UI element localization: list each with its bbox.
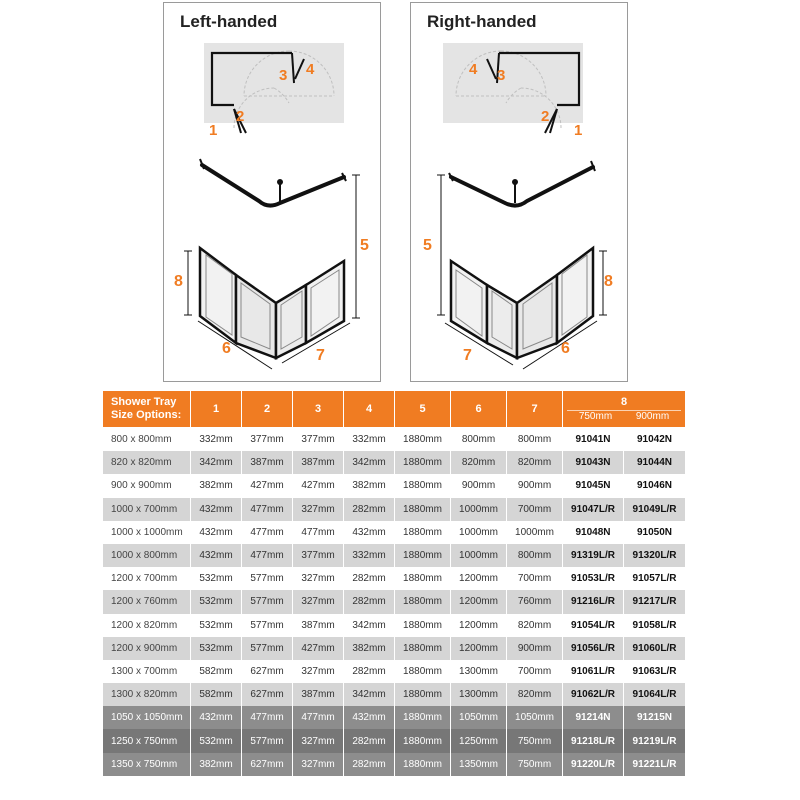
dimension-cell: 750mm [507, 729, 563, 752]
dimension-cell: 387mm [293, 683, 344, 706]
dimension-cell: 1000mm [451, 521, 507, 544]
tray-size-cell: 1350 x 750mm [103, 753, 191, 776]
header-col-8: 8 750mm 900mm [563, 391, 686, 428]
dimension-cell: 327mm [293, 660, 344, 683]
label-8: 8 [174, 273, 183, 290]
dimension-cell: 382mm [191, 474, 242, 497]
tray-size-cell: 1200 x 700mm [103, 567, 191, 590]
product-code-cell: 91056L/R [563, 637, 624, 660]
dimension-cell: 820mm [507, 614, 563, 637]
dimension-cell: 627mm [242, 660, 293, 683]
dimension-cell: 1300mm [451, 660, 507, 683]
product-code-cell: 91319L/R [563, 544, 624, 567]
dimension-cell: 532mm [191, 614, 242, 637]
product-code-cell: 91218L/R [563, 729, 624, 752]
table-row [103, 660, 686, 683]
dimension-cell: 427mm [293, 637, 344, 660]
label-3: 3 [279, 67, 288, 84]
product-code-cell: 91060L/R [624, 637, 686, 660]
dimension-cell: 1000mm [451, 498, 507, 521]
product-code-cell: 91215N [624, 706, 686, 729]
product-code-cell: 91063L/R [624, 660, 686, 683]
dimension-cell: 1880mm [395, 521, 451, 544]
shower-rail [451, 167, 593, 206]
header-750: 750mm [578, 410, 613, 422]
dimension-cell: 1050mm [507, 706, 563, 729]
table-row [103, 544, 686, 567]
label-5: 5 [360, 237, 369, 254]
tray-size-cell: 1300 x 820mm [103, 683, 191, 706]
product-code-cell: 91042N [624, 428, 686, 452]
dimension-cell: 800mm [451, 428, 507, 452]
dimension-cell: 1000mm [451, 544, 507, 567]
product-code-cell: 91050N [624, 521, 686, 544]
table-row [103, 498, 686, 521]
product-code-cell: 91046N [624, 474, 686, 497]
dimension-cell: 327mm [293, 498, 344, 521]
header-col-6: 6 [451, 391, 507, 428]
label-6: 6 [222, 340, 231, 357]
product-code-cell: 91217L/R [624, 590, 686, 613]
dimension-cell: 387mm [293, 451, 344, 474]
tray-size-cell: 1200 x 820mm [103, 614, 191, 637]
dimension-cell: 377mm [293, 428, 344, 452]
dimension-cell: 750mm [507, 753, 563, 776]
product-code-cell: 91045N [563, 474, 624, 497]
table-header-row [103, 391, 686, 428]
product-code-cell: 91064L/R [624, 683, 686, 706]
product-code-cell: 91058L/R [624, 614, 686, 637]
tray-size-cell: 1200 x 900mm [103, 637, 191, 660]
table-row [103, 567, 686, 590]
product-code-cell: 91043N [563, 451, 624, 474]
dimension-cell: 432mm [191, 544, 242, 567]
dimension-cell: 342mm [344, 451, 395, 474]
product-code-cell: 91054L/R [563, 614, 624, 637]
plan-view-bg [443, 43, 583, 123]
dimension-cell: 1200mm [451, 590, 507, 613]
product-code-cell: 91053L/R [563, 567, 624, 590]
table-row [103, 614, 686, 637]
dimension-cell: 327mm [293, 567, 344, 590]
dimension-cell: 1880mm [395, 498, 451, 521]
label-7: 7 [316, 347, 325, 364]
dimension-cell: 342mm [344, 683, 395, 706]
product-code-cell: 91041N [563, 428, 624, 452]
dimension-cell: 377mm [293, 544, 344, 567]
shower-rail [202, 165, 344, 206]
product-code-cell: 91216L/R [563, 590, 624, 613]
label-3: 3 [497, 67, 506, 84]
dimension-cell: 532mm [191, 590, 242, 613]
tray-size-cell: 800 x 800mm [103, 428, 191, 452]
header-900: 900mm [635, 410, 670, 422]
label-5: 5 [423, 237, 432, 254]
dimension-cell: 1880mm [395, 451, 451, 474]
table-row [103, 474, 686, 497]
tray-size-cell: 900 x 900mm [103, 474, 191, 497]
table-row [103, 637, 686, 660]
dimension-cell: 1250mm [451, 729, 507, 752]
tray-size-cell: 820 x 820mm [103, 451, 191, 474]
dimension-cell: 1050mm [451, 706, 507, 729]
dimension-cell: 477mm [242, 521, 293, 544]
dimension-cell: 1880mm [395, 428, 451, 452]
dimension-cell: 477mm [242, 498, 293, 521]
label-6: 6 [561, 340, 570, 357]
dimension-cell: 577mm [242, 567, 293, 590]
dimension-cell: 1880mm [395, 567, 451, 590]
table-row [103, 729, 686, 752]
dimension-cell: 282mm [344, 660, 395, 683]
dimension-cell: 900mm [507, 474, 563, 497]
dimension-cell: 427mm [293, 474, 344, 497]
dimension-cell: 477mm [242, 706, 293, 729]
left-handed-diagram [163, 2, 381, 382]
header-col-4: 4 [344, 391, 395, 428]
tray-size-cell: 1200 x 760mm [103, 590, 191, 613]
dimension-cell: 1350mm [451, 753, 507, 776]
dimension-cell: 577mm [242, 590, 293, 613]
left-handed-drawing [164, 3, 382, 383]
dimension-cell: 377mm [242, 428, 293, 452]
size-options-table [102, 390, 686, 776]
dimension-cell: 477mm [242, 544, 293, 567]
dimension-cell: 1000mm [507, 521, 563, 544]
tray-size-cell: 1000 x 800mm [103, 544, 191, 567]
header-col-7: 7 [507, 391, 563, 428]
dimension-cell: 820mm [507, 451, 563, 474]
label-4: 4 [306, 61, 315, 78]
right-handed-drawing [411, 3, 629, 383]
dimension-cell: 282mm [344, 729, 395, 752]
dimension-cell: 800mm [507, 544, 563, 567]
label-1: 1 [574, 122, 583, 139]
dimension-cell: 342mm [191, 451, 242, 474]
tray-size-cell: 1000 x 700mm [103, 498, 191, 521]
half-height-screens [451, 248, 593, 358]
dimension-cell: 342mm [344, 614, 395, 637]
dimension-cell: 1200mm [451, 637, 507, 660]
header-col-3: 3 [293, 391, 344, 428]
product-code-cell: 91320L/R [624, 544, 686, 567]
dimension-cell: 1880mm [395, 544, 451, 567]
dimension-cell: 332mm [191, 428, 242, 452]
dimension-cell: 900mm [507, 637, 563, 660]
dimension-cell: 1880mm [395, 474, 451, 497]
dimension-cell: 700mm [507, 660, 563, 683]
dimension-cell: 477mm [293, 706, 344, 729]
product-code-cell: 91047L/R [563, 498, 624, 521]
label-2: 2 [541, 108, 550, 125]
dimension-cell: 332mm [344, 544, 395, 567]
dimension-cell: 1880mm [395, 614, 451, 637]
header-col-2: 2 [242, 391, 293, 428]
dimension-cell: 382mm [344, 474, 395, 497]
right-handed-title: Right-handed [427, 12, 537, 31]
dimension-cell: 627mm [242, 753, 293, 776]
product-code-cell: 91220L/R [563, 753, 624, 776]
product-code-cell: 91061L/R [563, 660, 624, 683]
table-row [103, 428, 686, 452]
dimension-cell: 700mm [507, 567, 563, 590]
dimension-cell: 1200mm [451, 567, 507, 590]
dimension-cell: 532mm [191, 729, 242, 752]
dimension-cell: 382mm [191, 753, 242, 776]
dimension-cell: 432mm [191, 706, 242, 729]
table-row [103, 451, 686, 474]
tray-size-cell: 1250 x 750mm [103, 729, 191, 752]
dimension-cell: 477mm [293, 521, 344, 544]
dimension-cell: 1880mm [395, 729, 451, 752]
dimension-cell: 282mm [344, 498, 395, 521]
left-handed-title: Left-handed [180, 12, 278, 31]
dimension-cell: 282mm [344, 753, 395, 776]
label-4: 4 [469, 61, 478, 78]
dimension-cell: 387mm [293, 614, 344, 637]
table-row [103, 683, 686, 706]
product-code-cell: 91048N [563, 521, 624, 544]
header-size-options: Shower Tray Size Options: [103, 391, 191, 428]
dimension-cell: 820mm [507, 683, 563, 706]
dimension-cell: 327mm [293, 729, 344, 752]
label-8: 8 [604, 273, 613, 290]
dimension-cell: 282mm [344, 590, 395, 613]
dimension-cell: 1880mm [395, 590, 451, 613]
dimension-cell: 1880mm [395, 706, 451, 729]
dimension-cell: 1880mm [395, 660, 451, 683]
dimension-cell: 1880mm [395, 683, 451, 706]
tray-size-cell: 1050 x 1050mm [103, 706, 191, 729]
label-2: 2 [236, 108, 245, 125]
dimension-cell: 432mm [191, 498, 242, 521]
right-handed-diagram [410, 2, 628, 382]
dimension-cell: 582mm [191, 660, 242, 683]
table-row [103, 590, 686, 613]
dimension-cell: 700mm [507, 498, 563, 521]
dimension-cell: 432mm [344, 521, 395, 544]
product-code-cell: 91062L/R [563, 683, 624, 706]
table-row [103, 706, 686, 729]
dimension-cell: 327mm [293, 590, 344, 613]
header-col-5: 5 [395, 391, 451, 428]
label-7: 7 [463, 347, 472, 364]
dimension-cell: 332mm [344, 428, 395, 452]
product-code-cell: 91221L/R [624, 753, 686, 776]
dimension-cell: 387mm [242, 451, 293, 474]
table-row [103, 521, 686, 544]
dimension-cell: 382mm [344, 637, 395, 660]
dimension-cell: 282mm [344, 567, 395, 590]
table-row [103, 753, 686, 776]
tray-size-cell: 1300 x 700mm [103, 660, 191, 683]
dimension-cell: 327mm [293, 753, 344, 776]
dimension-cell: 432mm [344, 706, 395, 729]
product-code-cell: 91219L/R [624, 729, 686, 752]
dimension-cell: 1880mm [395, 637, 451, 660]
dimension-cell: 1200mm [451, 614, 507, 637]
dimension-cell: 577mm [242, 637, 293, 660]
plan-view-bg [204, 43, 344, 123]
product-code-cell: 91214N [563, 706, 624, 729]
dimension-cell: 577mm [242, 614, 293, 637]
dimension-cell: 582mm [191, 683, 242, 706]
product-code-cell: 91044N [624, 451, 686, 474]
product-code-cell: 91057L/R [624, 567, 686, 590]
dimension-cell: 532mm [191, 567, 242, 590]
dimension-cell: 432mm [191, 521, 242, 544]
tray-size-cell: 1000 x 1000mm [103, 521, 191, 544]
dimension-cell: 577mm [242, 729, 293, 752]
label-1: 1 [209, 122, 218, 139]
dimension-cell: 900mm [451, 474, 507, 497]
dimension-cell: 627mm [242, 683, 293, 706]
product-code-cell: 91049L/R [624, 498, 686, 521]
dimension-cell: 820mm [451, 451, 507, 474]
dimension-cell: 532mm [191, 637, 242, 660]
dimension-cell: 427mm [242, 474, 293, 497]
dimension-cell: 1300mm [451, 683, 507, 706]
dimension-cell: 800mm [507, 428, 563, 452]
header-col-1: 1 [191, 391, 242, 428]
dimension-cell: 760mm [507, 590, 563, 613]
dimension-cell: 1880mm [395, 753, 451, 776]
